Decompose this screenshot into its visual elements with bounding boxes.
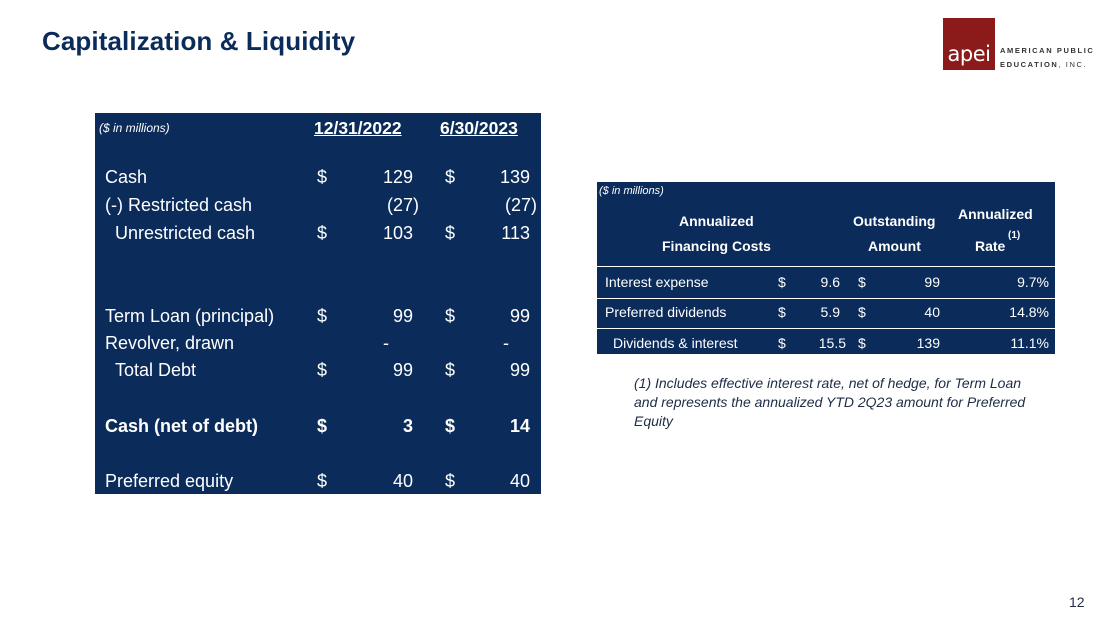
financing-cost-value: 5.9 bbox=[820, 304, 840, 320]
dollar-sign: $ bbox=[858, 274, 866, 290]
value-2023: 99 bbox=[509, 360, 530, 380]
row-divider bbox=[597, 328, 1055, 329]
value-2023: 14 bbox=[509, 416, 530, 436]
financing-cost-value: 15.5 bbox=[818, 335, 846, 351]
table-row bbox=[597, 304, 1055, 326]
row-label: Interest expense bbox=[605, 274, 709, 290]
dollar-sign: $ bbox=[445, 223, 456, 243]
unit-note: ($ in millions) bbox=[599, 185, 664, 197]
logo-text-line2-bold: EDUCATION bbox=[1000, 60, 1059, 69]
header-divider bbox=[597, 266, 1055, 267]
table-row bbox=[95, 471, 541, 495]
value-2022: (27) bbox=[386, 195, 419, 215]
row-label: Total Debt bbox=[115, 360, 197, 380]
rate-value: 9.7% bbox=[1017, 274, 1049, 290]
row-label: Cash (net of debt) bbox=[105, 416, 258, 436]
logo-mark-text: apei bbox=[947, 42, 991, 66]
row-label: (-) Restricted cash bbox=[105, 195, 253, 215]
dollar-sign: $ bbox=[778, 274, 786, 290]
dollar-sign: $ bbox=[778, 335, 786, 351]
col-header-financing-line1: Annualized bbox=[679, 213, 754, 229]
dollar-sign: $ bbox=[317, 416, 328, 436]
dollar-sign: $ bbox=[858, 304, 866, 320]
col-header-financing-line2: Financing Costs bbox=[662, 238, 771, 254]
dollar-sign: $ bbox=[317, 223, 328, 243]
rate-footnote-marker: (1) bbox=[1008, 230, 1021, 241]
capitalization-table bbox=[95, 113, 541, 494]
logo-text-line2 bbox=[1000, 60, 1087, 69]
row-divider bbox=[597, 298, 1055, 299]
table-row bbox=[597, 335, 1055, 357]
financing-costs-table bbox=[597, 182, 1055, 354]
value-2023: (27) bbox=[504, 195, 537, 215]
rate-value: 11.1% bbox=[1010, 335, 1049, 351]
value-2022: 40 bbox=[392, 471, 413, 491]
dollar-sign: $ bbox=[858, 335, 866, 351]
dollar-sign: $ bbox=[317, 306, 328, 326]
value-2023: 99 bbox=[509, 306, 530, 326]
value-2023: - bbox=[503, 333, 509, 353]
col-header-rate-line2: Rate bbox=[975, 238, 1006, 254]
dollar-sign: $ bbox=[445, 306, 456, 326]
footnote: (1) Includes effective interest rate, net of hedge, for Term Loan and represents the annualized YTD 2Q23 amount for Preferred Equity bbox=[634, 375, 1026, 429]
col-header-rate-line1: Annualized bbox=[958, 206, 1033, 222]
row-label: Dividends & interest bbox=[613, 335, 738, 351]
dollar-sign: $ bbox=[317, 167, 328, 187]
value-2023: 113 bbox=[501, 223, 530, 243]
row-label: Unrestricted cash bbox=[115, 223, 256, 243]
value-2022: 99 bbox=[392, 360, 413, 380]
dollar-sign: $ bbox=[445, 416, 456, 436]
table-row bbox=[95, 360, 541, 384]
value-2023: 40 bbox=[509, 471, 530, 491]
table-row bbox=[95, 167, 541, 191]
rate-value: 14.8% bbox=[1009, 304, 1049, 320]
col-header-2022: 12/31/2022 bbox=[314, 118, 402, 138]
col-header-2023: 6/30/2023 bbox=[440, 118, 518, 138]
row-label: Term Loan (principal) bbox=[105, 306, 275, 326]
page-number: 12 bbox=[1069, 594, 1085, 610]
value-2022: 3 bbox=[402, 416, 413, 436]
value-2022: 103 bbox=[382, 223, 413, 243]
table-row bbox=[95, 306, 541, 330]
row-label: Cash bbox=[105, 167, 148, 187]
logo-text-line2-rest: , INC. bbox=[1058, 60, 1088, 69]
unit-note: ($ in millions) bbox=[99, 121, 170, 135]
dollar-sign: $ bbox=[317, 360, 328, 380]
financing-cost-value: 9.6 bbox=[820, 274, 840, 290]
outstanding-value: 40 bbox=[924, 304, 940, 320]
table-row bbox=[597, 274, 1055, 296]
logo-text-line1: AMERICAN PUBLIC bbox=[1000, 46, 1095, 55]
table-row bbox=[95, 333, 541, 357]
table-row bbox=[95, 195, 541, 219]
dollar-sign: $ bbox=[445, 471, 456, 491]
col-header-outstanding-line1: Outstanding bbox=[853, 213, 936, 229]
logo-mark bbox=[943, 18, 995, 70]
outstanding-value: 99 bbox=[924, 274, 940, 290]
dollar-sign: $ bbox=[778, 304, 786, 320]
table-row bbox=[95, 416, 541, 440]
dollar-sign: $ bbox=[317, 471, 328, 491]
value-2022: 129 bbox=[382, 167, 413, 187]
dollar-sign: $ bbox=[445, 167, 456, 187]
col-header-outstanding-line2: Amount bbox=[868, 238, 921, 254]
value-2023: 139 bbox=[499, 167, 530, 187]
value-2022: 99 bbox=[392, 306, 413, 326]
value-2022: - bbox=[383, 333, 389, 353]
row-label: Revolver, drawn bbox=[105, 333, 235, 353]
table-row bbox=[95, 223, 541, 247]
page-title: Capitalization & Liquidity bbox=[42, 26, 356, 56]
dollar-sign: $ bbox=[445, 360, 456, 380]
row-label: Preferred dividends bbox=[605, 304, 727, 320]
company-logo bbox=[943, 18, 1100, 70]
row-label: Preferred equity bbox=[105, 471, 234, 491]
outstanding-value: 139 bbox=[916, 335, 940, 351]
